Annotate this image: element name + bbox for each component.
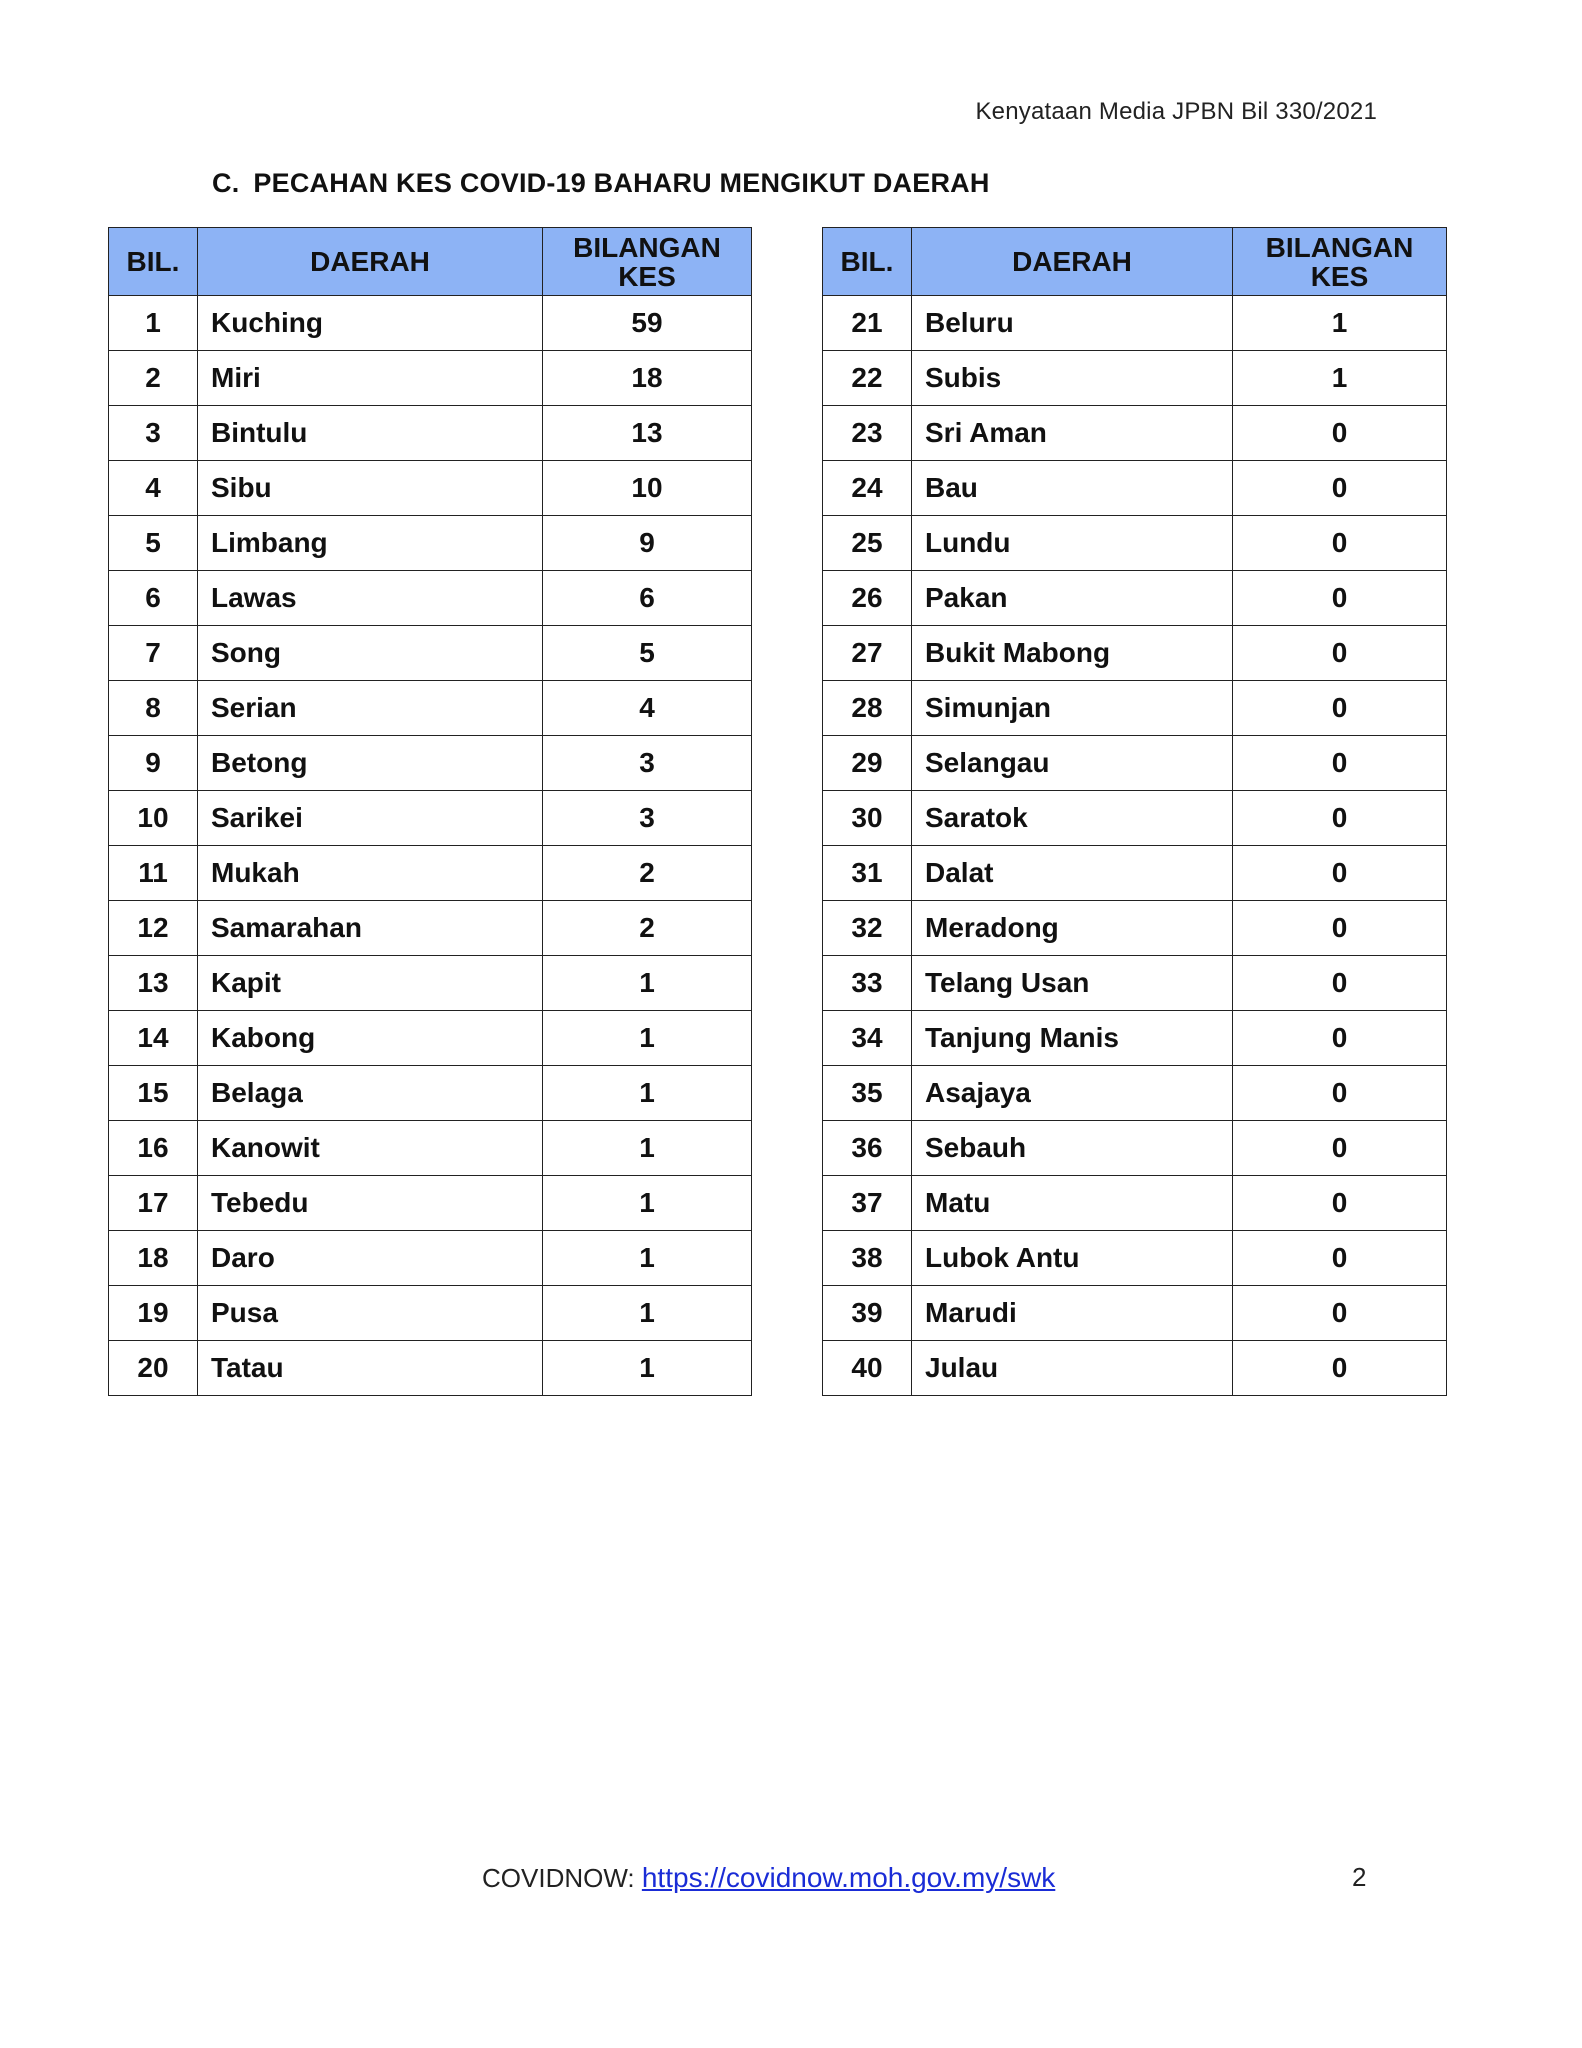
row-number: 5	[109, 516, 198, 571]
district-rows-left	[109, 296, 752, 1396]
case-count: 0	[1233, 571, 1447, 626]
case-count: 1	[543, 1341, 752, 1396]
row-number: 37	[823, 1176, 912, 1231]
table-row	[823, 351, 1447, 406]
case-count: 1	[543, 1011, 752, 1066]
case-count: 18	[543, 351, 752, 406]
district-name: Pusa	[198, 1286, 543, 1341]
district-name: Beluru	[912, 296, 1233, 351]
district-name: Miri	[198, 351, 543, 406]
table-row	[823, 736, 1447, 791]
row-number: 29	[823, 736, 912, 791]
row-number: 35	[823, 1066, 912, 1121]
case-count: 1	[543, 1121, 752, 1176]
table-header-row	[823, 228, 1447, 296]
header-bil: BIL.	[823, 228, 912, 296]
district-name: Bau	[912, 461, 1233, 516]
header-daerah: DAERAH	[912, 228, 1233, 296]
district-name: Daro	[198, 1231, 543, 1286]
district-name: Sarikei	[198, 791, 543, 846]
document-reference: Kenyataan Media JPBN Bil 330/2021	[975, 98, 1377, 125]
district-name: Pakan	[912, 571, 1233, 626]
row-number: 39	[823, 1286, 912, 1341]
table-row	[823, 1121, 1447, 1176]
district-name: Subis	[912, 351, 1233, 406]
case-count: 1	[543, 956, 752, 1011]
row-number: 1	[109, 296, 198, 351]
row-number: 8	[109, 681, 198, 736]
district-name: Bukit Mabong	[912, 626, 1233, 681]
row-number: 19	[109, 1286, 198, 1341]
district-name: Serian	[198, 681, 543, 736]
table-row	[109, 516, 752, 571]
page-number: 2	[1352, 1862, 1367, 1892]
case-count: 0	[1233, 1286, 1447, 1341]
row-number: 16	[109, 1121, 198, 1176]
table-row	[823, 626, 1447, 681]
header-bilangan-kes	[543, 228, 752, 296]
table-row	[109, 1121, 752, 1176]
table-row	[823, 296, 1447, 351]
row-number: 38	[823, 1231, 912, 1286]
row-number: 7	[109, 626, 198, 681]
case-count: 0	[1233, 956, 1447, 1011]
table-row	[109, 681, 752, 736]
section-title-text: PECAHAN KES COVID-19 BAHARU MENGIKUT DAERAH	[253, 168, 990, 198]
header-bilangan-kes	[1233, 228, 1447, 296]
case-count: 0	[1233, 681, 1447, 736]
table-row	[109, 571, 752, 626]
district-name: Samarahan	[198, 901, 543, 956]
case-count: 1	[543, 1176, 752, 1231]
row-number: 36	[823, 1121, 912, 1176]
row-number: 4	[109, 461, 198, 516]
row-number: 33	[823, 956, 912, 1011]
table-row	[823, 681, 1447, 736]
row-number: 9	[109, 736, 198, 791]
case-count: 59	[543, 296, 752, 351]
table-row	[823, 901, 1447, 956]
district-name: Bintulu	[198, 406, 543, 461]
table-row	[823, 846, 1447, 901]
row-number: 12	[109, 901, 198, 956]
header-daerah: DAERAH	[198, 228, 543, 296]
case-count: 0	[1233, 626, 1447, 681]
table-row	[109, 296, 752, 351]
row-number: 20	[109, 1341, 198, 1396]
section-letter: C.	[212, 168, 240, 198]
district-name: Lundu	[912, 516, 1233, 571]
table-row	[109, 461, 752, 516]
case-count: 2	[543, 846, 752, 901]
district-name: Kanowit	[198, 1121, 543, 1176]
case-count: 10	[543, 461, 752, 516]
header-kes: KES	[1310, 260, 1369, 292]
district-name: Sebauh	[912, 1121, 1233, 1176]
district-name: Sri Aman	[912, 406, 1233, 461]
row-number: 25	[823, 516, 912, 571]
case-count: 5	[543, 626, 752, 681]
table-row	[109, 626, 752, 681]
row-number: 6	[109, 571, 198, 626]
case-count: 0	[1233, 1231, 1447, 1286]
header-bilangan: BILANGAN	[573, 231, 721, 263]
table-row	[823, 1066, 1447, 1121]
district-name: Asajaya	[912, 1066, 1233, 1121]
district-name: Kapit	[198, 956, 543, 1011]
district-name: Tatau	[198, 1341, 543, 1396]
case-count: 0	[1233, 1011, 1447, 1066]
header-bilangan: BILANGAN	[1265, 231, 1414, 263]
row-number: 30	[823, 791, 912, 846]
table-row	[109, 736, 752, 791]
table-row	[109, 406, 752, 461]
case-count: 6	[543, 571, 752, 626]
table-row	[823, 1341, 1447, 1396]
header-bil: BIL.	[109, 228, 198, 296]
district-name: Lubok Antu	[912, 1231, 1233, 1286]
row-number: 24	[823, 461, 912, 516]
row-number: 40	[823, 1341, 912, 1396]
case-count: 0	[1233, 461, 1447, 516]
table-row	[823, 1176, 1447, 1231]
row-number: 18	[109, 1231, 198, 1286]
case-count: 0	[1233, 1121, 1447, 1176]
district-name: Selangau	[912, 736, 1233, 791]
case-count: 1	[543, 1286, 752, 1341]
table-row	[823, 461, 1447, 516]
covidnow-link[interactable]: https://covidnow.moh.gov.my/swk	[641, 1862, 1056, 1893]
row-number: 3	[109, 406, 198, 461]
case-count: 1	[1233, 296, 1447, 351]
district-name: Simunjan	[912, 681, 1233, 736]
district-name: Marudi	[912, 1286, 1233, 1341]
header-kes: KES	[618, 260, 676, 292]
district-name: Julau	[912, 1341, 1233, 1396]
row-number: 23	[823, 406, 912, 461]
table-row	[109, 1176, 752, 1231]
case-count: 0	[1233, 901, 1447, 956]
table-row	[109, 1341, 752, 1396]
table-row	[109, 846, 752, 901]
table-row	[823, 956, 1447, 1011]
case-count: 0	[1233, 1066, 1447, 1121]
district-name: Dalat	[912, 846, 1233, 901]
case-count: 0	[1233, 1341, 1447, 1396]
table-row	[109, 956, 752, 1011]
district-name: Kuching	[198, 296, 543, 351]
district-name: Meradong	[912, 901, 1233, 956]
district-name: Belaga	[198, 1066, 543, 1121]
district-name: Sibu	[198, 461, 543, 516]
case-count: 1	[543, 1231, 752, 1286]
district-name: Lawas	[198, 571, 543, 626]
table-row	[109, 1011, 752, 1066]
table-row	[823, 791, 1447, 846]
row-number: 32	[823, 901, 912, 956]
case-count: 0	[1233, 791, 1447, 846]
section-title	[212, 168, 990, 199]
table-row	[823, 406, 1447, 461]
table-row	[823, 1286, 1447, 1341]
footer-label: COVIDNOW:	[482, 1863, 642, 1893]
row-number: 2	[109, 351, 198, 406]
district-name: Telang Usan	[912, 956, 1233, 1011]
district-rows-right	[823, 296, 1447, 1396]
case-count: 0	[1233, 516, 1447, 571]
district-name: Tanjung Manis	[912, 1011, 1233, 1066]
case-count: 9	[543, 516, 752, 571]
row-number: 28	[823, 681, 912, 736]
row-number: 17	[109, 1176, 198, 1231]
table-row	[109, 901, 752, 956]
district-name: Betong	[198, 736, 543, 791]
row-number: 26	[823, 571, 912, 626]
row-number: 11	[109, 846, 198, 901]
row-number: 10	[109, 791, 198, 846]
district-name: Saratok	[912, 791, 1233, 846]
district-name: Mukah	[198, 846, 543, 901]
table-row	[109, 1286, 752, 1341]
case-count: 3	[543, 736, 752, 791]
district-name: Limbang	[198, 516, 543, 571]
table-row	[823, 571, 1447, 626]
district-name: Tebedu	[198, 1176, 543, 1231]
table-row	[109, 791, 752, 846]
row-number: 27	[823, 626, 912, 681]
case-count: 0	[1233, 406, 1447, 461]
case-count: 3	[543, 791, 752, 846]
case-count: 0	[1233, 1176, 1447, 1231]
table-row	[823, 516, 1447, 571]
row-number: 14	[109, 1011, 198, 1066]
district-table-left	[108, 227, 752, 1396]
row-number: 34	[823, 1011, 912, 1066]
district-name: Song	[198, 626, 543, 681]
row-number: 15	[109, 1066, 198, 1121]
table-row	[109, 351, 752, 406]
table-row	[823, 1231, 1447, 1286]
footer	[482, 1862, 1055, 1894]
row-number: 21	[823, 296, 912, 351]
case-count: 1	[1233, 351, 1447, 406]
case-count: 13	[543, 406, 752, 461]
table-row	[823, 1011, 1447, 1066]
case-count: 2	[543, 901, 752, 956]
table-row	[109, 1231, 752, 1286]
case-count: 0	[1233, 846, 1447, 901]
district-name: Kabong	[198, 1011, 543, 1066]
district-table-right	[822, 227, 1447, 1396]
row-number: 22	[823, 351, 912, 406]
case-count: 0	[1233, 736, 1447, 791]
table-row	[109, 1066, 752, 1121]
case-count: 4	[543, 681, 752, 736]
row-number: 31	[823, 846, 912, 901]
row-number: 13	[109, 956, 198, 1011]
table-header-row	[109, 228, 752, 296]
district-name: Matu	[912, 1176, 1233, 1231]
case-count: 1	[543, 1066, 752, 1121]
